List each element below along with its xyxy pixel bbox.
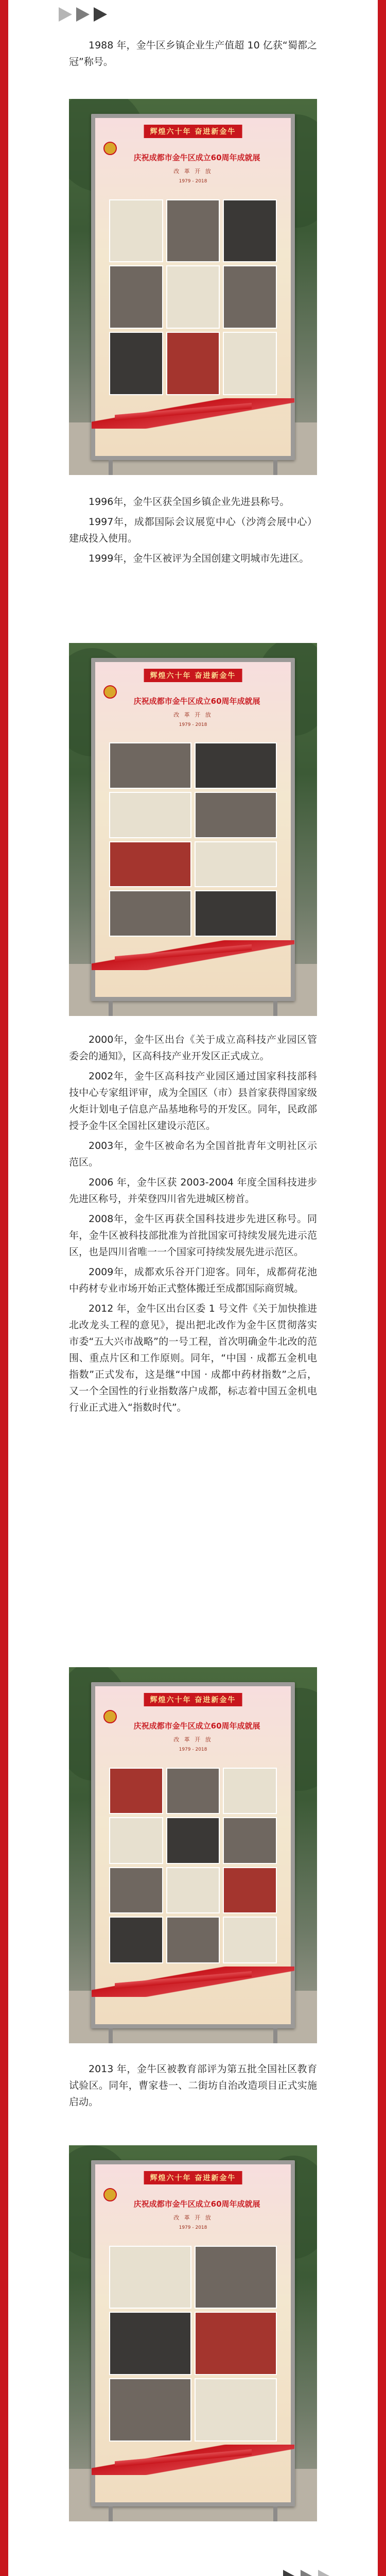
- board-years: 1979 - 2018: [179, 179, 207, 184]
- board-tag: 辉煌六十年 奋进新金牛: [144, 669, 242, 682]
- board-photos: [109, 1768, 277, 1963]
- paragraph: 1999年，金牛区被评为全国创建文明城市先进区。: [89, 553, 309, 564]
- arrow-right-icon: [94, 7, 107, 22]
- paragraph: 2009年，成都欢乐谷开门迎客。同年，成都荷花池中药材专业市场开始正式整体搬迁至成都国际商贸城。: [69, 1266, 317, 1294]
- exhibit-photo-1: [69, 99, 317, 475]
- paragraph: 2013 年，金牛区被教育部评为第五批全国社区教育试验区。同年，曹家巷一、二街坊自治改造项目正式实施启动。: [69, 2063, 317, 2108]
- board-years: 1979 - 2018: [179, 2225, 207, 2231]
- board-title: 庆祝成都市金牛区成立60周年成就展: [133, 1721, 260, 1731]
- exhibition-board: [91, 1682, 294, 2028]
- board-subtitle: 改 革 开 放: [173, 2214, 213, 2222]
- text-block-3: [69, 1031, 317, 1419]
- paragraph: 2012 年，金牛区出台区委 1 号文件《关于加快推进北改龙头工程的意见》，提出把北改作为金牛区贯彻落实市委“五大兴市战略”的一号工程，首次明确金牛北改的范围、重点片区和工作原则。同年，“中国 · 成都五金机电指数”正式发布，这是继“中国 · 成都中药材指数”之后，又一个全国性的行业指数落户成都，标志着中国五金机电行业正式进入“指数时代”。: [69, 1303, 317, 1413]
- exhibition-board: [91, 658, 294, 1001]
- exhibit-photo-4: [69, 2145, 317, 2521]
- board-title: 庆祝成都市金牛区成立60周年成就展: [133, 2199, 260, 2209]
- paragraph: 2006 年，金牛区获 2003-2004 年度全国科技进步先进区称号，并荣登四川省先进城区榜首。: [69, 1177, 317, 1205]
- board-years: 1979 - 2018: [179, 722, 207, 727]
- text-block-4: [69, 2061, 317, 2114]
- board-subtitle: 改 革 开 放: [173, 711, 213, 719]
- board-title: 庆祝成都市金牛区成立60周年成就展: [133, 696, 260, 706]
- arrow-right-icon: [301, 2570, 314, 2576]
- board-tag: 辉煌六十年 奋进新金牛: [144, 125, 242, 138]
- exhibit-photo-3: [69, 1667, 317, 2043]
- bottom-arrow-decoration: [283, 2570, 331, 2576]
- board-photos: [109, 742, 277, 937]
- arrow-right-icon: [283, 2570, 296, 2576]
- paragraph: 2003年，金牛区被命名为全国首批青年文明社区示范区。: [69, 1140, 317, 1168]
- paragraph: 1997年，成都国际会议展览中心（沙湾会展中心）建成投入使用。: [69, 516, 317, 544]
- board-title: 庆祝成都市金牛区成立60周年成就展: [133, 152, 260, 162]
- paragraph: 2008年，金牛区再获全国科技进步先进区称号。同年，金牛区被科技部批准为首批国家可持续发展先进示范区，也是四川省唯一一个国家可持续发展先进示范区。: [69, 1213, 317, 1258]
- board-tag: 辉煌六十年 奋进新金牛: [144, 2171, 242, 2184]
- board-subtitle: 改 革 开 放: [173, 1736, 213, 1743]
- paragraph: 1996年，金牛区获全国乡镇企业先进县称号。: [89, 496, 290, 507]
- top-arrow-decoration: [59, 7, 107, 22]
- exhibit-photo-2: [69, 643, 317, 1016]
- exhibition-board: [91, 114, 294, 460]
- board-photos: [109, 2246, 277, 2442]
- paragraph: 2002年，金牛区高科技产业园区通过国家科技部科技中心专家组评审，成为全国区（市）县首家获得国家级火炬计划电子信息产品基地称号的开发区。同年，民政部授予金牛区全国社区建设示范区。: [69, 1071, 317, 1131]
- exhibition-board: [91, 2160, 294, 2506]
- arrow-right-icon: [318, 2570, 331, 2576]
- arrow-right-icon: [59, 7, 72, 22]
- paragraph: 1988 年，金牛区乡镇企业生产值超 10 亿获“蜀都之冠”称号。: [69, 40, 317, 67]
- board-subtitle: 改 革 开 放: [173, 168, 213, 175]
- arrow-right-icon: [76, 7, 90, 22]
- board-years: 1979 - 2018: [179, 1747, 207, 1753]
- board-tag: 辉煌六十年 奋进新金牛: [144, 1693, 242, 1706]
- text-block-2: [69, 494, 317, 570]
- board-photos: [109, 199, 277, 395]
- paragraph: 2000年，金牛区出台《关于成立高科技产业园区管委会的通知》，区高科技产业开发区正式成立。: [69, 1034, 317, 1062]
- text-block-1: [69, 37, 317, 74]
